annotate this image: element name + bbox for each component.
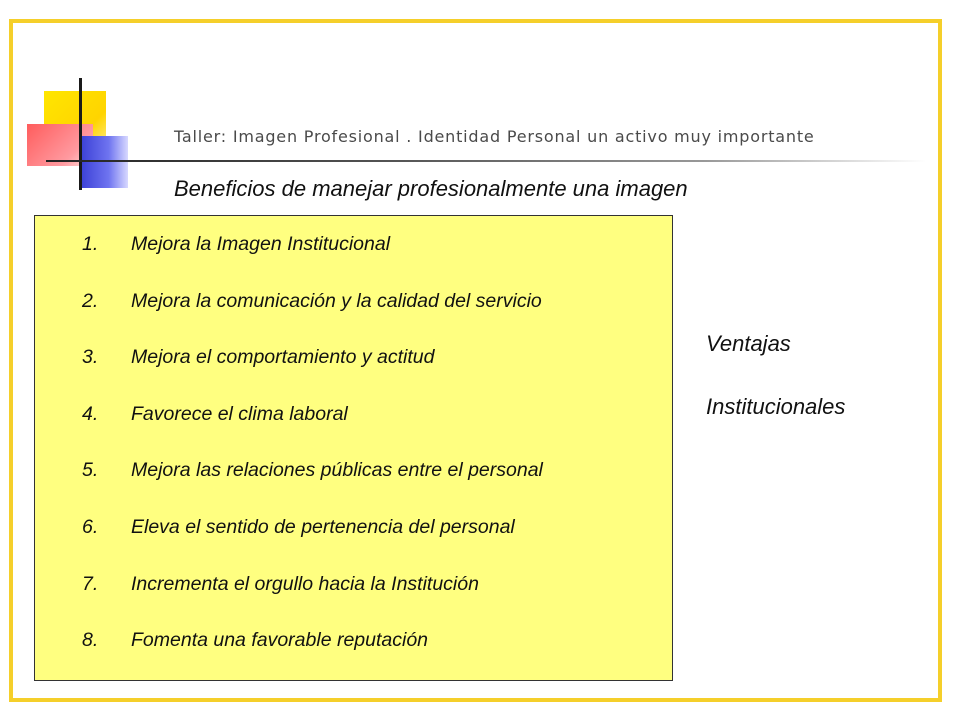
list-item-text: Mejora la Imagen Institucional xyxy=(131,233,391,255)
decorative-horizontal-line xyxy=(46,160,926,162)
slide-header-title: Taller: Imagen Profesional . Identidad Personal un activo muy importante xyxy=(174,127,815,146)
list-item-text: Mejora el comportamiento y actitud xyxy=(131,346,435,369)
list-item-text: Mejora la comunicación y la calidad del servicio xyxy=(131,289,542,312)
list-item-number: 4. xyxy=(82,402,99,425)
list-item-text: Mejora las relaciones públicas entre el personal xyxy=(131,459,543,482)
list-item-text: Fomenta una favorable reputación xyxy=(131,629,429,652)
decorative-blue-square xyxy=(80,136,128,188)
list-item-number: 2. xyxy=(82,289,99,312)
list-item-text: Eleva el sentido de pertenencia del personal xyxy=(131,515,515,538)
list-item-number: 7. xyxy=(82,572,99,595)
list-item-text: Incrementa el orgullo hacia la Institución xyxy=(131,572,479,595)
list-item-number: 5. xyxy=(82,459,99,482)
decorative-vertical-line xyxy=(79,78,82,190)
slide-subtitle: Beneficios de manejar profesionalmente una imagen xyxy=(174,176,688,201)
side-label-institucionales: Institucionales xyxy=(706,394,846,419)
list-item-number: 6. xyxy=(82,515,99,538)
list-item-number: 1. xyxy=(82,233,99,255)
list-item-number: 3. xyxy=(82,346,99,369)
side-label-ventajas: Ventajas xyxy=(706,331,791,356)
list-item-text: Favorece el clima laboral xyxy=(131,402,348,425)
benefits-box xyxy=(34,215,673,681)
list-item-number: 8. xyxy=(82,629,99,652)
